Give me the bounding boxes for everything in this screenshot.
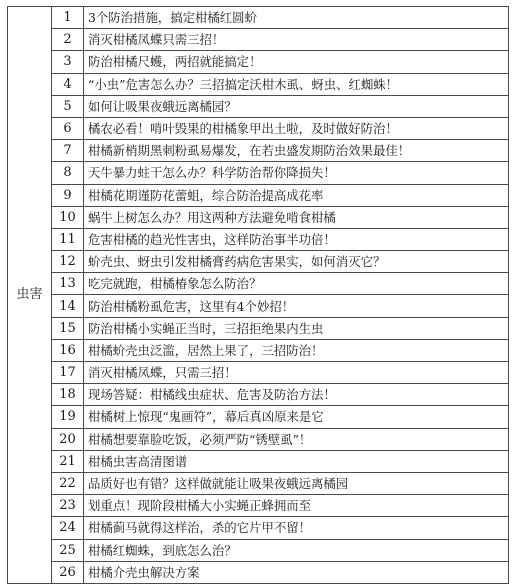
table-row bbox=[8, 295, 509, 317]
table-row bbox=[8, 428, 509, 450]
article-title: 柑橘蓟马就得这样治，杀的它片甲不留！ bbox=[84, 517, 509, 539]
table-row bbox=[8, 184, 509, 206]
table-row bbox=[8, 362, 509, 384]
row-number: 11 bbox=[52, 228, 84, 250]
article-title: 品质好也有错？这样做就能让吸果夜蛾远离橘园 bbox=[84, 472, 509, 494]
row-number: 4 bbox=[52, 73, 84, 95]
row-number: 14 bbox=[52, 295, 84, 317]
article-title: 防治柑橘尺蠖，两招就能搞定！ bbox=[84, 51, 509, 73]
article-title: 橘农必看！啃叶毁果的柑橘象甲出土啦，及时做好防治！ bbox=[84, 117, 509, 139]
article-title: 如何让吸果夜蛾远离橘园？ bbox=[84, 95, 509, 117]
row-number: 12 bbox=[52, 251, 84, 273]
article-title: 3个防治措施，搞定柑橘红圆蚧 bbox=[84, 7, 509, 29]
article-title: 消灭柑橘凤蝶只需三招！ bbox=[84, 29, 509, 51]
table-row bbox=[8, 251, 509, 273]
table-row bbox=[8, 140, 509, 162]
row-number: 17 bbox=[52, 362, 84, 384]
row-number: 7 bbox=[52, 140, 84, 162]
row-number: 8 bbox=[52, 162, 84, 184]
article-title: 划重点！现阶段柑橘大小实蝇正蜂拥而至 bbox=[84, 495, 509, 517]
article-title: 柑橘介壳虫解决方案 bbox=[84, 561, 509, 583]
article-title: 柑橘新梢期黑刺粉虱易爆发，在若虫盛发期防治效果最佳！ bbox=[84, 140, 509, 162]
table-row bbox=[8, 162, 509, 184]
table-row bbox=[8, 273, 509, 295]
pest-article-table bbox=[7, 6, 509, 584]
table-row bbox=[8, 51, 509, 73]
table-row bbox=[8, 406, 509, 428]
row-number: 20 bbox=[52, 428, 84, 450]
table-row bbox=[8, 117, 509, 139]
table-row bbox=[8, 384, 509, 406]
table-row bbox=[8, 228, 509, 250]
article-title: 吃完就跑，柑橘椿象怎么防治？ bbox=[84, 273, 509, 295]
row-number: 2 bbox=[52, 29, 84, 51]
article-title: 现场答疑：柑橘线虫症状、危害及防治方法！ bbox=[84, 384, 509, 406]
table-row bbox=[8, 450, 509, 472]
article-title: 蜗牛上树怎么办？用这两种方法避免啃食柑橘 bbox=[84, 206, 509, 228]
row-number: 15 bbox=[52, 317, 84, 339]
table-row bbox=[8, 472, 509, 494]
table-row bbox=[8, 7, 509, 29]
table-row bbox=[8, 561, 509, 583]
row-number: 10 bbox=[52, 206, 84, 228]
article-title: 危害柑橘的趋光性害虫，这样防治事半功倍！ bbox=[84, 228, 509, 250]
article-title: 柑橘虫害高清图谱 bbox=[84, 450, 509, 472]
row-number: 9 bbox=[52, 184, 84, 206]
table-row bbox=[8, 317, 509, 339]
table-row bbox=[8, 495, 509, 517]
row-number: 19 bbox=[52, 406, 84, 428]
article-title: 天牛暴力蛀干怎么办？科学防治帮你降损失！ bbox=[84, 162, 509, 184]
row-number: 25 bbox=[52, 539, 84, 561]
table-row bbox=[8, 29, 509, 51]
article-title: 防治柑橘粉虱危害，这里有4个妙招！ bbox=[84, 295, 509, 317]
table-row bbox=[8, 539, 509, 561]
row-number: 13 bbox=[52, 273, 84, 295]
article-title: 柑橘想要靠脸吃饭，必须严防“锈壁虱”！ bbox=[84, 428, 509, 450]
table-row bbox=[8, 95, 509, 117]
row-number: 23 bbox=[52, 495, 84, 517]
article-title: 柑橘树上惊现“鬼画符”，幕后真凶原来是它 bbox=[84, 406, 509, 428]
article-title: “小虫”危害怎么办？三招搞定沃柑木虱、蚜虫、红蜘蛛！ bbox=[84, 73, 509, 95]
table-row bbox=[8, 73, 509, 95]
table-body bbox=[8, 7, 509, 584]
article-title: 消灭柑橘凤蝶，只需三招！ bbox=[84, 362, 509, 384]
article-title: 柑橘红蜘蛛，到底怎么治？ bbox=[84, 539, 509, 561]
row-number: 26 bbox=[52, 561, 84, 583]
row-number: 24 bbox=[52, 517, 84, 539]
row-number: 6 bbox=[52, 117, 84, 139]
article-title: 柑橘花期谨防花蕾蛆，综合防治提高成花率 bbox=[84, 184, 509, 206]
row-number: 3 bbox=[52, 51, 84, 73]
article-title: 柑橘蚧壳虫泛滥，居然上果了，三招防治！ bbox=[84, 339, 509, 361]
row-number: 16 bbox=[52, 339, 84, 361]
row-number: 18 bbox=[52, 384, 84, 406]
category-cell: 虫害 bbox=[8, 7, 52, 584]
table-row bbox=[8, 339, 509, 361]
row-number: 1 bbox=[52, 7, 84, 29]
article-title: 蚧壳虫、蚜虫引发柑橘膏药病危害果实，如何消灭它？ bbox=[84, 251, 509, 273]
table-row bbox=[8, 206, 509, 228]
row-number: 21 bbox=[52, 450, 84, 472]
table-row bbox=[8, 517, 509, 539]
row-number: 5 bbox=[52, 95, 84, 117]
row-number: 22 bbox=[52, 472, 84, 494]
article-title: 防治柑橘小实蝇正当时，三招拒绝果内生虫 bbox=[84, 317, 509, 339]
